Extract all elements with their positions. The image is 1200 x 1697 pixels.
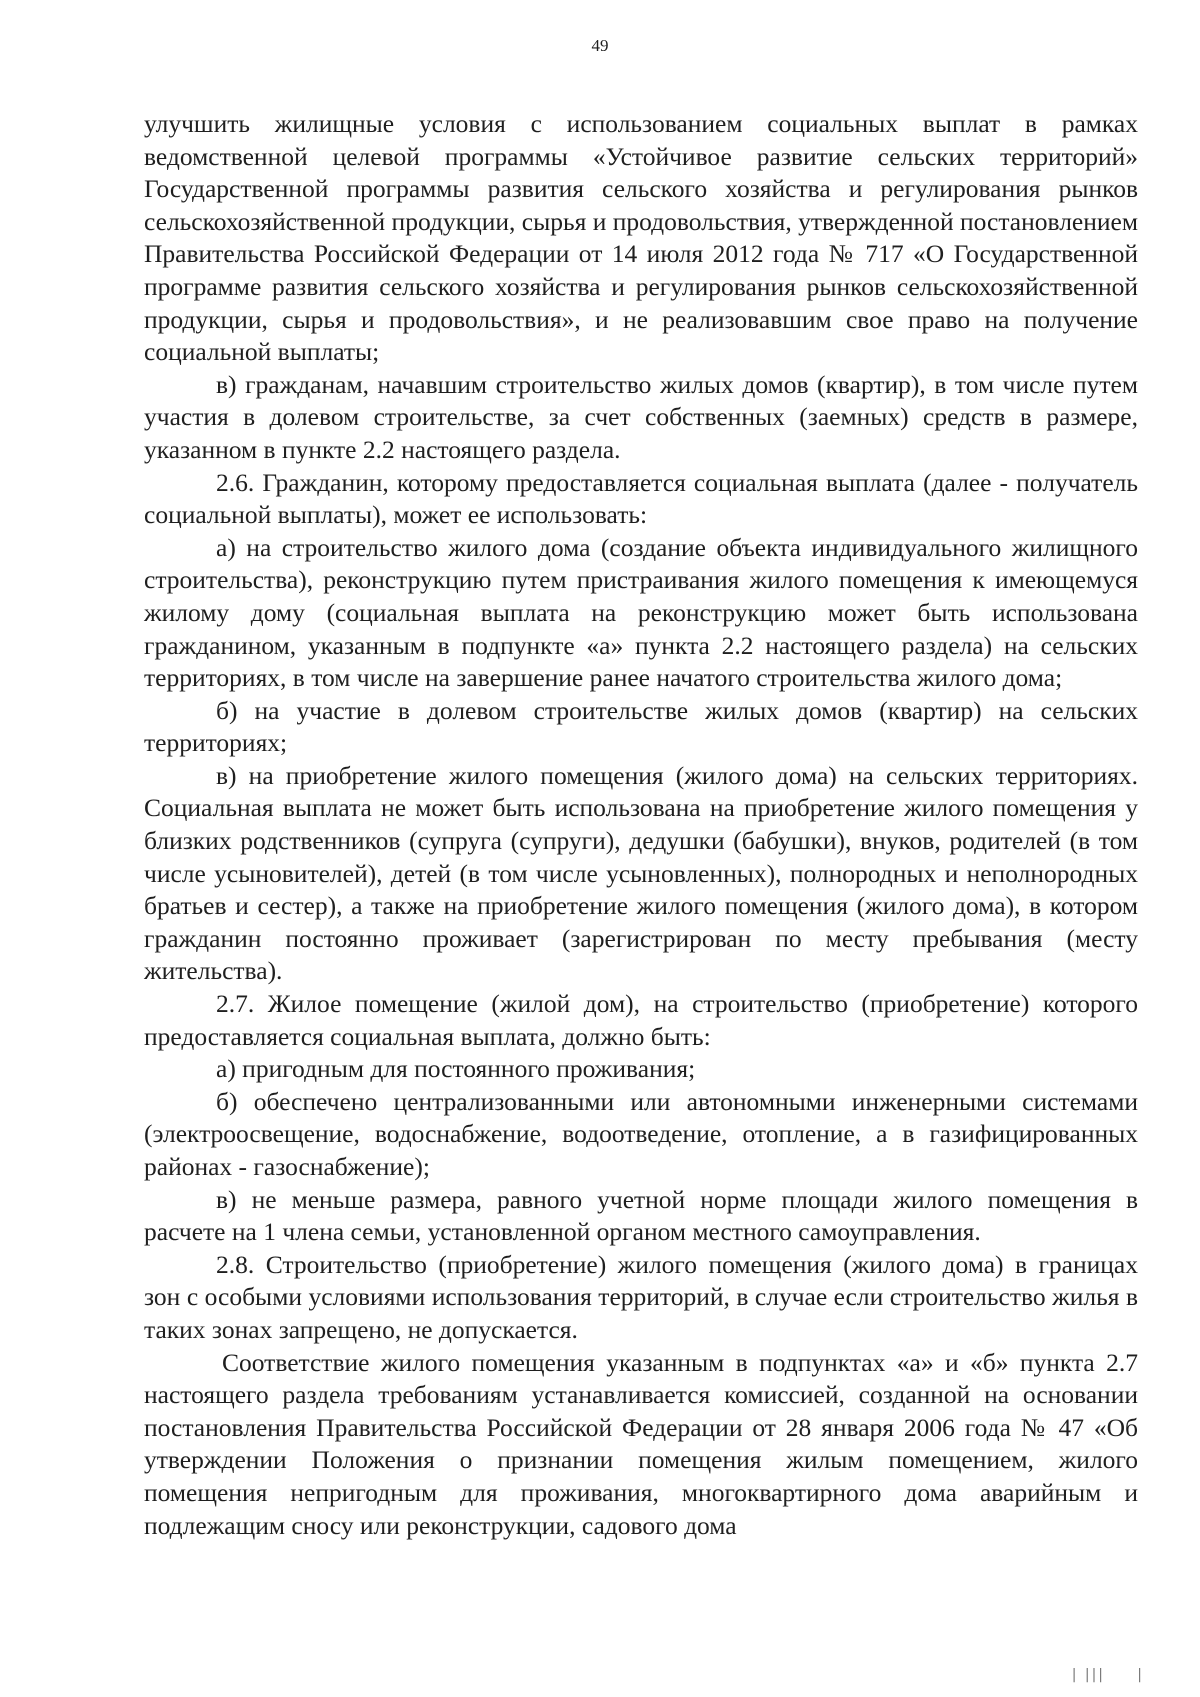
paragraph-2-6-b: б) на участие в долевом строительстве жилых домов (квартир) на сельских территориях; <box>144 695 1138 758</box>
paragraph-2-6-a: а) на строительство жилого дома (создание объекта индивидуального жилищного строительства), реконструкцию путем пристраивания жилого помещения к имеющемуся жилому дому (социальная выплата на реконструкцию может быть использована гражданином, указанным в подпункте «а» пункта 2.2 настоящего раздела) на сельских территориях, в том числе на завершение ранее начатого строительства жилого дома; <box>144 532 1138 693</box>
paragraph-2-7: 2.7. Жилое помещение (жилой дом), на строительство (приобретение) которого предоставляется социальная выплата, должно быть: <box>144 989 1138 1051</box>
document-body <box>144 108 1138 1542</box>
paragraph-2-6: 2.6. Гражданин, которому предоставляется социальная выплата (далее - получатель социальной выплаты), может ее использовать: <box>144 467 1138 530</box>
page-number: 49 <box>591 36 609 55</box>
paragraph-item-v-citizens: в) гражданам, начавшим строительство жилых домов (квартир), в том числе путем участия в долевом строительстве, за счет собственных (заемных) средств в размере, указанном в пункте 2.2 настоящего раздела. <box>144 369 1138 464</box>
paragraph-2-7-a: а) пригодным для постоянного проживания; <box>216 1054 696 1084</box>
paragraph-continuation: улучшить жилищные условия с использованием социальных выплат в рамках ведомственной целевой программы «Устойчивое развитие сельских территорий» Государственной программы развития сельского хозяйства и регулирования рынков сельскохозяйственной продукции, сырья и продовольствия, утвержденной постановлением Правительства Российской Федерации от 14 июля 2012 года № 717 «О Государственной программе развития сельского хозяйства и регулирования рынков сельскохозяйственной продукции, сырья и продовольствия», и не реализовавшим свое право на получение социальной выплаты; <box>144 109 1138 367</box>
paragraph-2-7-v: в) не меньше размера, равного учетной норме площади жилого помещения в расчете на 1 члена семьи, установленной органом местного самоуправления. <box>144 1184 1138 1247</box>
paragraph-2-7-b: б) обеспечено централизованными или автономными инженерными системами (электроосвещение, водоснабжение, водоотведение, отопление, а в газифицированных районах - газоснабжение); <box>144 1086 1138 1181</box>
scan-edge-marks: | ||| | <box>1071 1667 1144 1683</box>
paragraph-2-8: 2.8. Строительство (приобретение) жилого помещения (жилого дома) в границах зон с особыми условиями использования территорий, в случае если строительство жилья в таких зонах запрещено, не допускается. <box>144 1249 1138 1344</box>
paragraph-compliance: Соответствие жилого помещения указанным в подпунктах «а» и «б» пункта 2.7 настоящего раздела требованиям устанавливается комиссией, созданной на основании постановления Правительства Российской Федерации от 28 января 2006 года № 47 «Об утверждении Положения о признании помещения жилым помещением, жилого помещения непригодным для проживания, многоквартирного дома аварийным и подлежащим сносу или реконструкции, садового дома <box>144 1347 1138 1540</box>
paragraph-2-6-v: в) на приобретение жилого помещения (жилого дома) на сельских территориях. Социальная выплата не может быть использована на приобретение жилого помещения у близких родственников (супруга (супруги), дедушки (бабушки), внуков, родителей (в том числе усыновителей), детей (в том числе усыновленных), полнородных и неполнородных братьев и сестер), а также на приобретение жилого помещения (жилого дома), в котором гражданин постоянно проживает (зарегистрирован по месту пребывания (месту жительства). <box>144 760 1138 986</box>
